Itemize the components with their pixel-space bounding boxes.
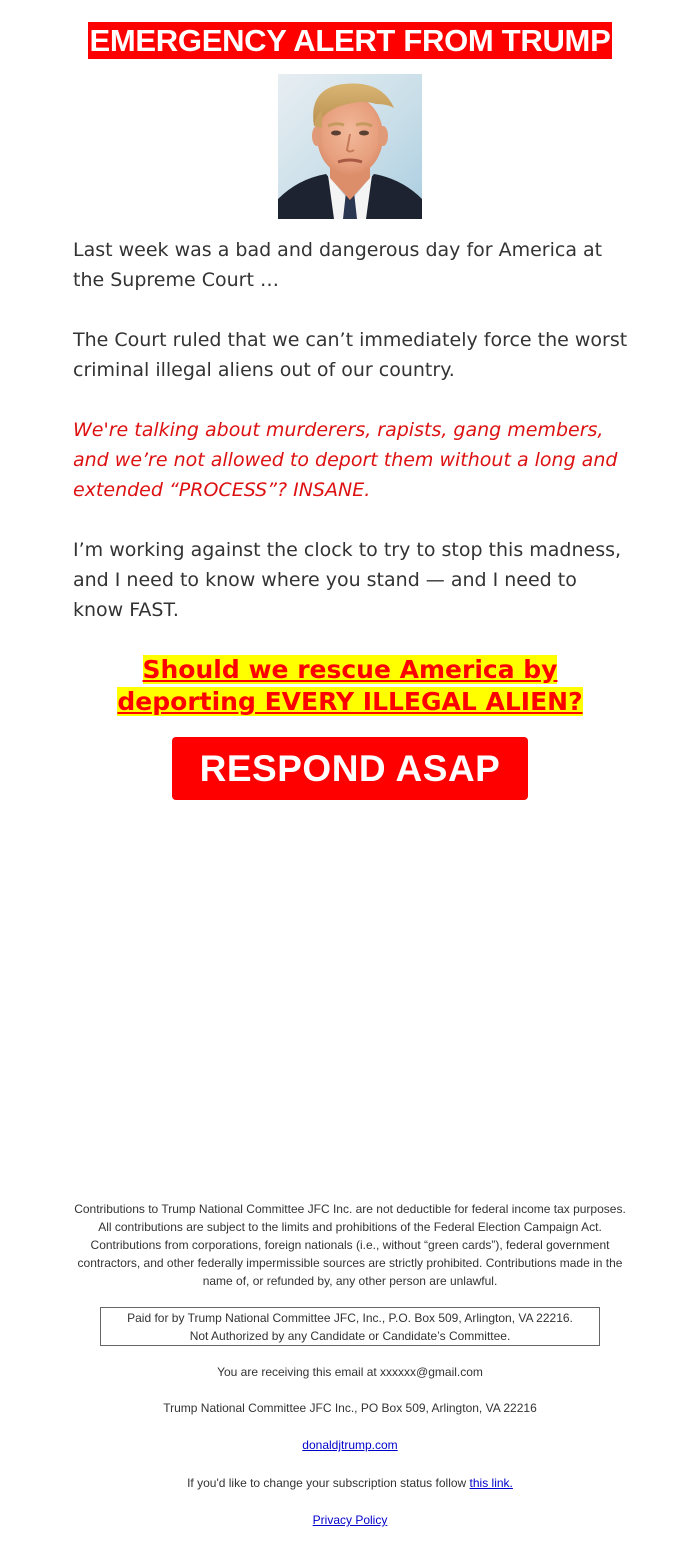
body-paragraph-emphasis: We're talking about murderers, rapists, gang members, and we’re not allowed to deport them without a long and extended “PROCESS”? INSANE. <box>73 419 618 501</box>
paid-for-line-1: Paid for by Trump National Committee JFC, Inc., P.O. Box 509, Arlington, VA 22216. <box>127 1311 573 1325</box>
subscription-text: If you'd like to change your subscription status follow <box>187 1476 470 1490</box>
subscription-link[interactable]: this link. <box>469 1476 513 1490</box>
subscription-line <box>0 1475 700 1491</box>
receiving-prefix: You are receiving this email at <box>217 1365 381 1379</box>
survey-question-line-1[interactable]: Should we rescue America by <box>142 655 558 684</box>
alert-title: EMERGENCY ALERT FROM TRUMP <box>89 23 611 58</box>
survey-question-line-2[interactable]: deporting EVERY ILLEGAL ALIEN? <box>117 687 583 716</box>
recipient-email: xxxxxx@gmail.com <box>380 1365 483 1379</box>
alert-header <box>0 22 700 59</box>
receiving-email-notice <box>0 1364 700 1380</box>
privacy-policy-link[interactable]: Privacy Policy <box>312 1513 388 1527</box>
contribution-disclaimer: Contributions to Trump National Committee JFC Inc. are not deductible for federal income tax purposes. All contributions are subject to the limits and prohibitions of the Federal Election Campaign Act. Contributions from corporations, foreign nationals (i.e., without “green cards”), federal government contractors, and other federally impermissible sources are strictly prohibited. Contributions made in the name of, or refunded by, any other person are unlawful. <box>74 1202 626 1288</box>
website-link[interactable]: donaldjtrump.com <box>302 1438 398 1452</box>
privacy-line <box>0 1512 700 1528</box>
mailing-address: Trump National Committee JFC Inc., PO Box 509, Arlington, VA 22216 <box>163 1401 537 1415</box>
portrait-photo <box>278 74 422 219</box>
survey-question[interactable] <box>0 654 700 718</box>
body-paragraph-2: The Court ruled that we can’t immediately force the worst criminal illegal aliens out of our country. <box>73 329 628 381</box>
body-paragraph-4: I’m working against the clock to try to stop this madness, and I need to know where you stand — and I need to know FAST. <box>73 539 622 621</box>
portrait-image <box>278 74 422 219</box>
body-paragraph-1: Last week was a bad and dangerous day for America at the Supreme Court … <box>73 239 603 291</box>
paid-for-box <box>100 1307 600 1346</box>
website-line <box>0 1437 700 1453</box>
respond-button[interactable]: RESPOND ASAP <box>172 737 528 800</box>
paid-for-line-2: Not Authorized by any Candidate or Candidate’s Committee. <box>189 1329 511 1343</box>
